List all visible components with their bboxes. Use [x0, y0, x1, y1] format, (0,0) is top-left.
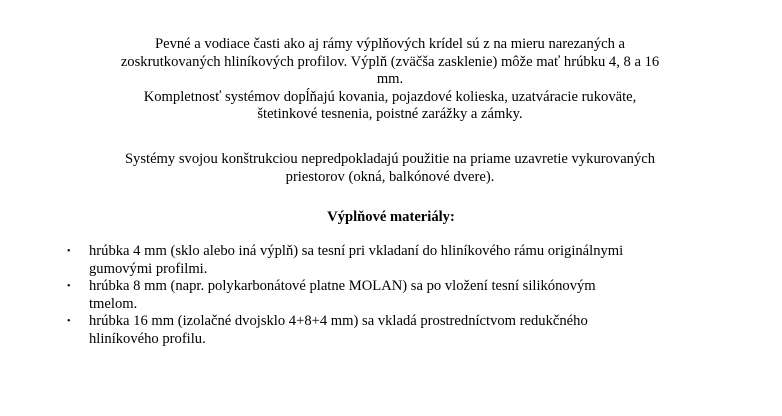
intro-line-2: zoskrutkovaných hliníkových profilov. Výplň (zväčša zasklenie) môže mať hrúbku 4, 8 a 16	[120, 53, 660, 70]
list-item-line-1: hrúbka 16 mm (izolačné dvojsklo 4+8+4 mm) sa vkladá prostredníctvom redukčného	[89, 313, 588, 330]
systems-paragraph	[60, 151, 720, 186]
list-item-line-2: tmelom.	[89, 295, 138, 312]
materials-list	[60, 243, 740, 349]
bullet-icon: •	[67, 281, 71, 293]
section-heading: Výplňové materiály:	[327, 209, 455, 225]
list-item-line-2: gumovými profilmi.	[89, 260, 208, 277]
list-item	[60, 278, 740, 313]
intro-line-5: štetinkové tesnenia, poistné zarážky a zámky.	[257, 106, 523, 123]
list-item-line-1: hrúbka 8 mm (napr. polykarbonátové platne MOLAN) sa po vložení tesní silikónovým	[89, 278, 596, 295]
systems-line-1: Systémy svojou konštrukciou nepredpokladajú použitie na priame uzavretie vykurovaných	[124, 151, 656, 167]
list-item-line-1: hrúbka 4 mm (sklo alebo iná výplň) sa tesní pri vkladaní do hliníkového rámu originálnymi	[89, 243, 624, 259]
intro-line-4: Kompletnosť systémov dopĺňajú kovania, pojazdové kolieska, uzatváracie rukoväte,	[143, 88, 637, 105]
list-item	[60, 243, 740, 278]
bullet-icon: •	[67, 316, 71, 328]
intro-paragraph	[78, 36, 702, 124]
list-item	[60, 313, 740, 348]
bullet-icon: •	[67, 246, 71, 257]
systems-line-2: priestorov (okná, balkónové dvere).	[285, 168, 495, 185]
intro-line-3: mm.	[376, 71, 404, 88]
intro-line-1: Pevné a vodiace časti ako aj rámy výplňových krídel sú z na mieru narezaných a	[154, 36, 626, 52]
list-item-line-2: hliníkového profilu.	[89, 330, 206, 347]
